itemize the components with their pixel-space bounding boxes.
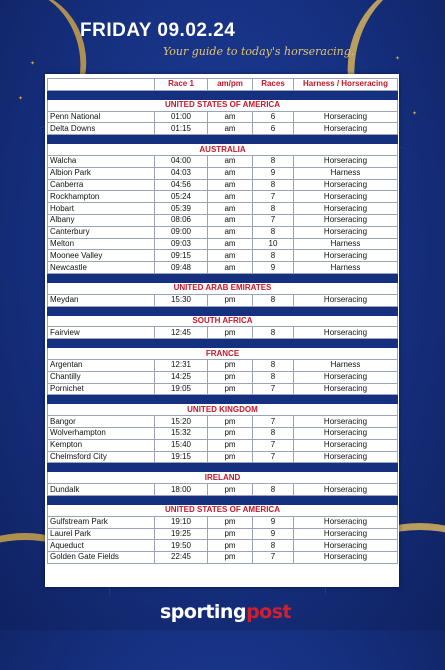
- star-icon: ✦: [412, 111, 418, 117]
- race1-time-cell: 09:03: [155, 238, 208, 250]
- country-name: UNITED STATES OF AMERICA: [48, 99, 398, 111]
- country-header-row: [48, 282, 398, 294]
- logo-text-post: post: [246, 601, 292, 623]
- races-count-cell: 8: [253, 294, 294, 306]
- ampm-cell: pm: [208, 294, 253, 306]
- star-icon: ✦: [395, 56, 401, 62]
- races-count-cell: 8: [253, 327, 294, 339]
- races-count-cell: 6: [253, 111, 294, 123]
- logo-text-sporting: sporting: [160, 601, 247, 623]
- ampm-cell: am: [208, 262, 253, 274]
- race1-time-cell: 18:00: [155, 484, 208, 496]
- venue-cell: Rockhampton: [48, 191, 155, 203]
- venue-cell: Aqueduct: [48, 540, 155, 552]
- races-count-cell: 8: [253, 540, 294, 552]
- separator-bar: [48, 306, 398, 315]
- venue-cell: Argentan: [48, 359, 155, 371]
- race1-time-cell: 15:30: [155, 294, 208, 306]
- page-title: FRIDAY 09.02.24: [80, 20, 236, 41]
- country-header-row: [48, 144, 398, 156]
- column-header-race1: Race 1: [155, 79, 208, 91]
- venue-cell: Chelmsford City: [48, 451, 155, 463]
- venue-cell: Albion Park: [48, 167, 155, 179]
- sportingpost-logo: [160, 601, 291, 623]
- separator-bar: [48, 273, 398, 282]
- venue-cell: Walcha: [48, 155, 155, 167]
- race-type-cell: Horseracing: [294, 250, 398, 262]
- ampm-cell: pm: [208, 528, 253, 540]
- venue-cell: Delta Downs: [48, 123, 155, 135]
- ampm-cell: pm: [208, 439, 253, 451]
- race-type-cell: Horseracing: [294, 451, 398, 463]
- race1-time-cell: 05:24: [155, 191, 208, 203]
- table-row: [48, 111, 398, 123]
- section-separator: [48, 495, 398, 504]
- races-count-cell: 8: [253, 226, 294, 238]
- ampm-cell: pm: [208, 451, 253, 463]
- races-count-cell: 8: [253, 155, 294, 167]
- page-subtitle: Your guide to today's horseracing.: [163, 45, 355, 58]
- races-count-cell: 7: [253, 552, 294, 564]
- table-row: [48, 238, 398, 250]
- race-type-cell: Harness: [294, 238, 398, 250]
- venue-cell: Golden Gate Fields: [48, 552, 155, 564]
- venue-cell: Albany: [48, 214, 155, 226]
- table-row: [48, 516, 398, 528]
- venue-cell: Newcastle: [48, 262, 155, 274]
- race-type-cell: Harness: [294, 262, 398, 274]
- race-type-cell: Horseracing: [294, 516, 398, 528]
- race1-time-cell: 09:15: [155, 250, 208, 262]
- country-name: UNITED STATES OF AMERICA: [48, 504, 398, 516]
- section-separator: [48, 306, 398, 315]
- race-type-cell: Horseracing: [294, 327, 398, 339]
- ampm-cell: am: [208, 123, 253, 135]
- ampm-cell: pm: [208, 552, 253, 564]
- table-row: [48, 226, 398, 238]
- race1-time-cell: 09:00: [155, 226, 208, 238]
- table-row: [48, 214, 398, 226]
- table-row: [48, 179, 398, 191]
- ampm-cell: am: [208, 191, 253, 203]
- race-type-cell: Horseracing: [294, 226, 398, 238]
- ampm-cell: pm: [208, 359, 253, 371]
- race1-time-cell: 19:50: [155, 540, 208, 552]
- race-type-cell: Horseracing: [294, 294, 398, 306]
- venue-cell: Canberra: [48, 179, 155, 191]
- races-count-cell: 9: [253, 262, 294, 274]
- table-row: [48, 371, 398, 383]
- ampm-cell: pm: [208, 383, 253, 395]
- section-separator: [48, 90, 398, 99]
- column-header-venue: [48, 79, 155, 91]
- races-count-cell: 6: [253, 123, 294, 135]
- race1-time-cell: 19:25: [155, 528, 208, 540]
- separator-bar: [48, 90, 398, 99]
- star-icon: ✦: [18, 96, 24, 102]
- race-type-cell: Horseracing: [294, 155, 398, 167]
- race-type-cell: Harness: [294, 359, 398, 371]
- ampm-cell: am: [208, 214, 253, 226]
- table-row: [48, 123, 398, 135]
- separator-bar: [48, 135, 398, 144]
- race-type-cell: Horseracing: [294, 203, 398, 215]
- column-header-type: Harness / Horseracing: [294, 79, 398, 91]
- race1-time-cell: 09:48: [155, 262, 208, 274]
- race1-time-cell: 15:40: [155, 439, 208, 451]
- ampm-cell: am: [208, 111, 253, 123]
- section-separator: [48, 463, 398, 472]
- race1-time-cell: 04:56: [155, 179, 208, 191]
- table-header-row: [48, 79, 398, 91]
- races-count-cell: 8: [253, 371, 294, 383]
- star-icon: ✦: [30, 61, 36, 67]
- races-count-cell: 7: [253, 214, 294, 226]
- table-body: [48, 90, 398, 563]
- venue-cell: Chantilly: [48, 371, 155, 383]
- ampm-cell: am: [208, 226, 253, 238]
- race-type-cell: Horseracing: [294, 484, 398, 496]
- venue-cell: Meydan: [48, 294, 155, 306]
- country-header-row: [48, 315, 398, 327]
- venue-cell: Gulfstream Park: [48, 516, 155, 528]
- table-row: [48, 191, 398, 203]
- separator-bar: [48, 395, 398, 404]
- race1-time-cell: 12:45: [155, 327, 208, 339]
- race-type-cell: Horseracing: [294, 111, 398, 123]
- venue-cell: Laurel Park: [48, 528, 155, 540]
- column-header-races: Races: [253, 79, 294, 91]
- ampm-cell: pm: [208, 416, 253, 428]
- country-header-row: [48, 472, 398, 484]
- race-type-cell: Horseracing: [294, 528, 398, 540]
- race1-time-cell: 19:10: [155, 516, 208, 528]
- table-row: [48, 484, 398, 496]
- table-row: [48, 250, 398, 262]
- ampm-cell: am: [208, 250, 253, 262]
- section-separator: [48, 273, 398, 282]
- race1-time-cell: 05:39: [155, 203, 208, 215]
- races-count-cell: 7: [253, 416, 294, 428]
- races-count-cell: 9: [253, 528, 294, 540]
- venue-cell: Pornichet: [48, 383, 155, 395]
- race1-time-cell: 04:00: [155, 155, 208, 167]
- table-row: [48, 540, 398, 552]
- race-type-cell: Horseracing: [294, 439, 398, 451]
- race-type-cell: Horseracing: [294, 191, 398, 203]
- race-type-cell: Horseracing: [294, 214, 398, 226]
- ampm-cell: pm: [208, 327, 253, 339]
- races-count-cell: 8: [253, 203, 294, 215]
- ampm-cell: am: [208, 179, 253, 191]
- table-row: [48, 439, 398, 451]
- race1-time-cell: 01:15: [155, 123, 208, 135]
- star-icon: ✦: [355, 31, 361, 37]
- race1-time-cell: 01:00: [155, 111, 208, 123]
- table-row: [48, 427, 398, 439]
- table-row: [48, 294, 398, 306]
- race-type-cell: Horseracing: [294, 179, 398, 191]
- race-type-cell: Horseracing: [294, 123, 398, 135]
- table-row: [48, 528, 398, 540]
- ampm-cell: pm: [208, 484, 253, 496]
- country-header-row: [48, 504, 398, 516]
- races-count-cell: 9: [253, 167, 294, 179]
- venue-cell: Hobart: [48, 203, 155, 215]
- race-schedule-table: [47, 78, 398, 564]
- venue-cell: Moonee Valley: [48, 250, 155, 262]
- races-count-cell: 8: [253, 484, 294, 496]
- race1-time-cell: 19:15: [155, 451, 208, 463]
- races-count-cell: 7: [253, 439, 294, 451]
- race1-time-cell: 15:20: [155, 416, 208, 428]
- race1-time-cell: 12:31: [155, 359, 208, 371]
- separator-bar: [48, 495, 398, 504]
- table-row: [48, 451, 398, 463]
- country-name: SOUTH AFRICA: [48, 315, 398, 327]
- ampm-cell: am: [208, 155, 253, 167]
- race-type-cell: Horseracing: [294, 383, 398, 395]
- country-header-row: [48, 348, 398, 360]
- ampm-cell: pm: [208, 427, 253, 439]
- section-separator: [48, 135, 398, 144]
- races-count-cell: 7: [253, 383, 294, 395]
- table-row: [48, 262, 398, 274]
- table-row: [48, 203, 398, 215]
- country-name: FRANCE: [48, 348, 398, 360]
- races-count-cell: 7: [253, 191, 294, 203]
- venue-cell: Wolverhampton: [48, 427, 155, 439]
- ampm-cell: am: [208, 238, 253, 250]
- table-row: [48, 383, 398, 395]
- venue-cell: Penn National: [48, 111, 155, 123]
- venue-cell: Kempton: [48, 439, 155, 451]
- section-separator: [48, 395, 398, 404]
- races-count-cell: 9: [253, 516, 294, 528]
- section-separator: [48, 339, 398, 348]
- country-header-row: [48, 404, 398, 416]
- separator-bar: [48, 463, 398, 472]
- racecard-sheet: [45, 74, 399, 587]
- table-row: [48, 167, 398, 179]
- race1-time-cell: 08:06: [155, 214, 208, 226]
- race-type-cell: Horseracing: [294, 427, 398, 439]
- races-count-cell: 8: [253, 427, 294, 439]
- venue-cell: Fairview: [48, 327, 155, 339]
- separator-bar: [48, 339, 398, 348]
- ampm-cell: am: [208, 203, 253, 215]
- race1-time-cell: 04:03: [155, 167, 208, 179]
- race-type-cell: Horseracing: [294, 371, 398, 383]
- races-count-cell: 8: [253, 179, 294, 191]
- venue-cell: Bangor: [48, 416, 155, 428]
- ampm-cell: pm: [208, 540, 253, 552]
- table-row: [48, 416, 398, 428]
- table-row: [48, 359, 398, 371]
- race-type-cell: Horseracing: [294, 540, 398, 552]
- race-type-cell: Horseracing: [294, 416, 398, 428]
- venue-cell: Dundalk: [48, 484, 155, 496]
- venue-cell: Melton: [48, 238, 155, 250]
- country-name: IRELAND: [48, 472, 398, 484]
- table-row: [48, 552, 398, 564]
- table-row: [48, 327, 398, 339]
- ampm-cell: pm: [208, 516, 253, 528]
- race1-time-cell: 14:25: [155, 371, 208, 383]
- races-count-cell: 7: [253, 451, 294, 463]
- country-name: UNITED ARAB EMIRATES: [48, 282, 398, 294]
- ampm-cell: pm: [208, 371, 253, 383]
- country-header-row: [48, 99, 398, 111]
- race1-time-cell: 15:32: [155, 427, 208, 439]
- race1-time-cell: 22:45: [155, 552, 208, 564]
- country-name: AUSTRALIA: [48, 144, 398, 156]
- race1-time-cell: 19:05: [155, 383, 208, 395]
- ampm-cell: am: [208, 167, 253, 179]
- column-header-ampm: am/pm: [208, 79, 253, 91]
- race-type-cell: Harness: [294, 167, 398, 179]
- races-count-cell: 8: [253, 250, 294, 262]
- race-type-cell: Horseracing: [294, 552, 398, 564]
- races-count-cell: 10: [253, 238, 294, 250]
- country-name: UNITED KINGDOM: [48, 404, 398, 416]
- table-row: [48, 155, 398, 167]
- races-count-cell: 8: [253, 359, 294, 371]
- venue-cell: Canterbury: [48, 226, 155, 238]
